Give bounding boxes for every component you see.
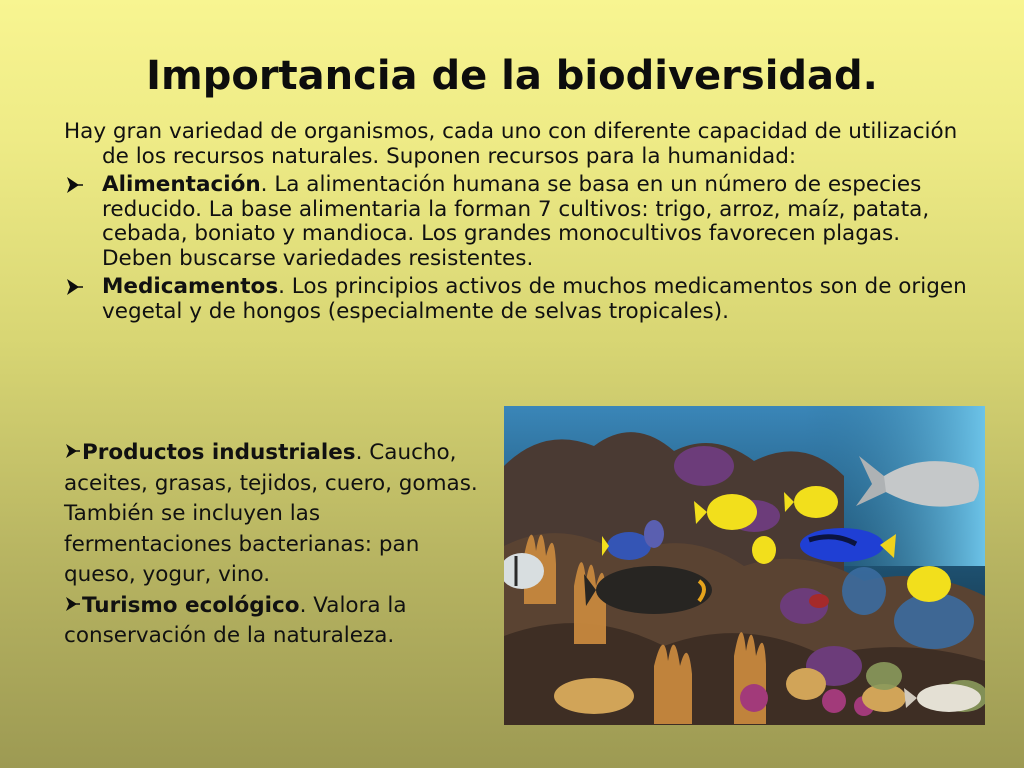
item-heading: Turismo ecológico bbox=[82, 592, 300, 618]
item-heading: Productos industriales bbox=[82, 440, 356, 465]
bullet-text: . La alimentación humana se basa en un número de especies reducido. La base alimentaria la forman 7 cultivos: trigo, arroz, maíz, patata, cebada, boniato y mandioca. Los grandes monocultivos favorecen plagas. Deben buscarse variedades resistentes. bbox=[102, 172, 930, 271]
bullet-alimentacion bbox=[64, 173, 974, 271]
item-productos-industriales bbox=[64, 438, 494, 591]
bullet-heading: Alimentación bbox=[102, 172, 261, 197]
bullet-medicamentos bbox=[64, 275, 974, 324]
item-turismo-ecologico bbox=[64, 591, 494, 652]
item-text: . Valora la conservación de la naturaleza. bbox=[64, 592, 407, 648]
slide-body bbox=[64, 120, 974, 328]
slide-title: Importancia de la biodiversidad. bbox=[146, 53, 878, 99]
arrow-bullet-icon bbox=[64, 275, 86, 299]
arrow-bullet-icon bbox=[64, 173, 86, 197]
coral-reef-illustration bbox=[504, 406, 985, 725]
coral-reef-photo bbox=[504, 406, 985, 725]
bullet-text: . Los principios activos de muchos medicamentos son de origen vegetal y de hongos (especialmente de selvas tropicales). bbox=[102, 274, 967, 324]
lower-text-block bbox=[64, 438, 494, 652]
arrow-bullet-icon bbox=[64, 594, 82, 614]
arrow-bullet-icon bbox=[64, 441, 82, 461]
intro-paragraph: Hay gran variedad de organismos, cada uno con diferente capacidad de utilización de los recursos naturales. Suponen recursos para la humanidad: bbox=[64, 119, 958, 169]
bullet-heading: Medicamentos bbox=[102, 274, 279, 299]
item-text: . Caucho, aceites, grasas, tejidos, cuero, gomas. También se incluyen las fermentaciones bacterianas: pan queso, yogur, vino. bbox=[64, 440, 478, 587]
